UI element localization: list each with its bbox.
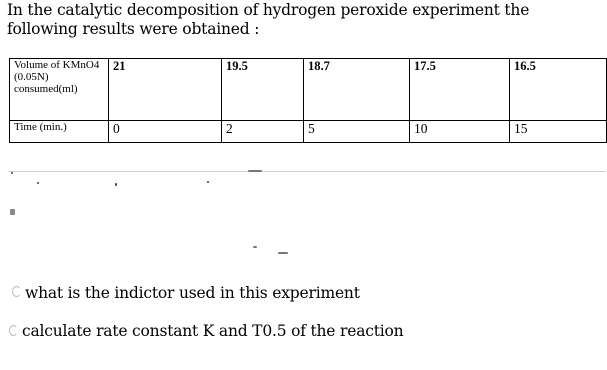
time-cell: 10	[410, 121, 510, 143]
volume-cell: 16.5	[510, 59, 607, 121]
problem-intro: In the catalytic decomposition of hydrogen peroxide experiment the following results were obtained :	[7, 1, 530, 38]
scan-speck	[207, 181, 209, 183]
scan-speck	[37, 182, 39, 184]
volume-cell: 17.5	[410, 59, 510, 121]
volume-cell: 21	[109, 59, 222, 121]
data-table	[9, 58, 607, 143]
time-cell: 2	[222, 121, 304, 143]
scan-speck	[253, 246, 257, 248]
scan-speck	[278, 252, 288, 254]
bullet-icon	[9, 325, 18, 336]
time-label: Time (min.)	[10, 121, 109, 143]
volume-cell: 18.7	[304, 59, 410, 121]
divider	[9, 171, 606, 172]
question-1: what is the indictor used in this experiment	[25, 284, 360, 302]
volume-row	[10, 59, 607, 121]
scan-speck	[248, 170, 262, 172]
question-2: calculate rate constant K and T0.5 of the reaction	[22, 322, 404, 340]
scan-speck	[10, 209, 15, 215]
time-cell: 0	[109, 121, 222, 143]
volume-cell: 19.5	[222, 59, 304, 121]
time-cell: 5	[304, 121, 410, 143]
scan-speck	[115, 183, 117, 186]
volume-label: Volume of KMnO4 (0.05N) consumed(ml)	[10, 59, 109, 121]
scan-speck	[11, 172, 13, 174]
time-row	[10, 121, 607, 143]
bullet-icon	[12, 286, 21, 297]
time-cell: 15	[510, 121, 607, 143]
